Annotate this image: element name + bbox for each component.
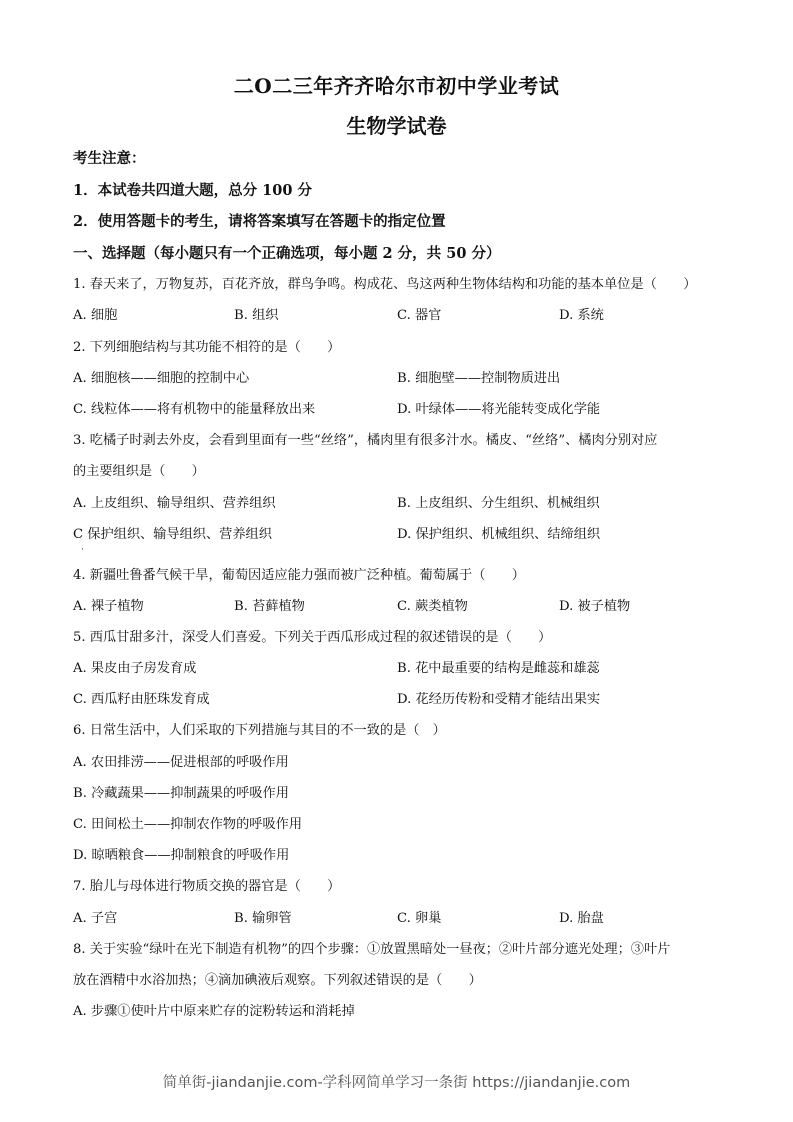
- question-2-option-c: C. 线粒体——将有机物中的能量释放出来: [73, 402, 316, 417]
- watermark-footer: 简单街-jiandanjie.com-学科网简单学习一条街 https://jiandanjie.com: [162, 1075, 631, 1091]
- question-3-option-a: A. 上皮组织、输导组织、营养组织: [73, 496, 276, 511]
- stray-mark: [82, 548, 83, 550]
- question-7-option-c: C. 卵巢: [397, 911, 442, 926]
- question-7-option-a: A. 子宫: [73, 911, 118, 926]
- question-1-option-c: C. 器官: [397, 308, 442, 323]
- question-2-option-d: D. 叶绿体——将光能转变成化学能: [397, 402, 601, 417]
- question-1-option-a: A. 细胞: [73, 308, 118, 323]
- question-6-option-c: C. 田间松土——抑制农作物的呼吸作用: [73, 817, 303, 832]
- question-3-stem-line-2: 的主要组织是（ ）: [73, 464, 205, 479]
- question-3-stem-line-1: 3. 吃橘子时剥去外皮，会看到里面有一些“丝络”，橘肉里有很多汁水。橘皮、“丝络”、橘肉分别对应: [73, 433, 658, 448]
- question-8-stem-line-2: 放在酒精中水浴加热；④滴加碘液后观察。下列叙述错误的是（ ）: [73, 973, 482, 988]
- question-1-stem: 1. 春天来了，万物复苏，百花齐放，群鸟争鸣。构成花、鸟这两种生物体结构和功能的基本单位是（ ）: [73, 277, 697, 292]
- question-4-option-d: D. 被子植物: [559, 599, 631, 614]
- question-6-option-a: A. 农田排涝——促进根部的呼吸作用: [73, 755, 289, 770]
- question-3-option-b: B. 上皮组织、分生组织、机械组织: [397, 496, 600, 511]
- question-6-option-d: D. 晾晒粮食——抑制粮食的呼吸作用: [73, 848, 290, 863]
- exam-subtitle: 生物学试卷: [346, 114, 447, 138]
- question-8-stem-line-1: 8. 关于实验“绿叶在光下制造有机物”的四个步骤：①放置黑暗处一昼夜；②叶片部分遮光处理；③叶片: [73, 942, 671, 957]
- question-2-option-a: A. 细胞核——细胞的控制中心: [73, 371, 250, 386]
- question-7-option-b: B. 输卵管: [234, 911, 292, 926]
- question-3-option-c: C 保护组织、输导组织、营养组织: [73, 527, 272, 542]
- question-6-stem: 6. 日常生活中，人们采取的下列措施与其目的不一致的是（ ）: [73, 723, 446, 738]
- question-4-option-c: C. 蕨类植物: [397, 599, 468, 614]
- question-2-option-b: B. 细胞壁——控制物质进出: [397, 371, 561, 386]
- question-4-option-b: B. 苔藓植物: [234, 599, 305, 614]
- exam-title: 二O二三年齐齐哈尔市初中学业考试: [233, 74, 560, 98]
- question-3-option-d: D. 保护组织、机械组织、结缔组织: [397, 527, 601, 542]
- question-6-option-b: B. 冷藏蔬果——抑制蔬果的呼吸作用: [73, 786, 289, 801]
- question-8-option-a: A. 步骤①使叶片中原来贮存的淀粉转运和消耗掉: [73, 1004, 355, 1019]
- question-4-option-a: A. 裸子植物: [73, 599, 144, 614]
- section-heading: 一、选择题（每小题只有一个正确选项，每小题 2 分，共 50 分）: [73, 245, 501, 262]
- question-5-option-a: A. 果皮由子房发育成: [73, 661, 197, 676]
- question-1-option-d: D. 系统: [559, 308, 604, 323]
- question-5-option-c: C. 西瓜籽由胚珠发育成: [73, 692, 210, 707]
- question-4-stem: 4. 新疆吐鲁番气候干旱，葡萄因适应能力强而被广泛种植。葡萄属于（ ）: [73, 568, 525, 583]
- notice-item-1: 1．本试卷共四道大题，总分 100 分: [73, 182, 312, 199]
- question-5-option-b: B. 花中最重要的结构是雌蕊和雄蕊: [397, 661, 600, 676]
- question-1-option-b: B. 组织: [234, 308, 279, 323]
- question-7-stem: 7. 胎儿与母体进行物质交换的器官是（ ）: [73, 879, 341, 894]
- notice-item-2: 2．使用答题卡的考生，请将答案填写在答题卡的指定位置: [73, 213, 446, 230]
- question-5-stem: 5. 西瓜甘甜多汁，深受人们喜爱。下列关于西瓜形成过程的叙述错误的是（ ）: [73, 630, 552, 645]
- question-2-stem: 2. 下列细胞结构与其功能不相符的是（ ）: [73, 340, 341, 355]
- question-7-option-d: D. 胎盘: [559, 911, 604, 926]
- question-5-option-d: D. 花经历传粉和受精才能结出果实: [397, 692, 601, 707]
- notice-heading: 考生注意：: [73, 150, 146, 167]
